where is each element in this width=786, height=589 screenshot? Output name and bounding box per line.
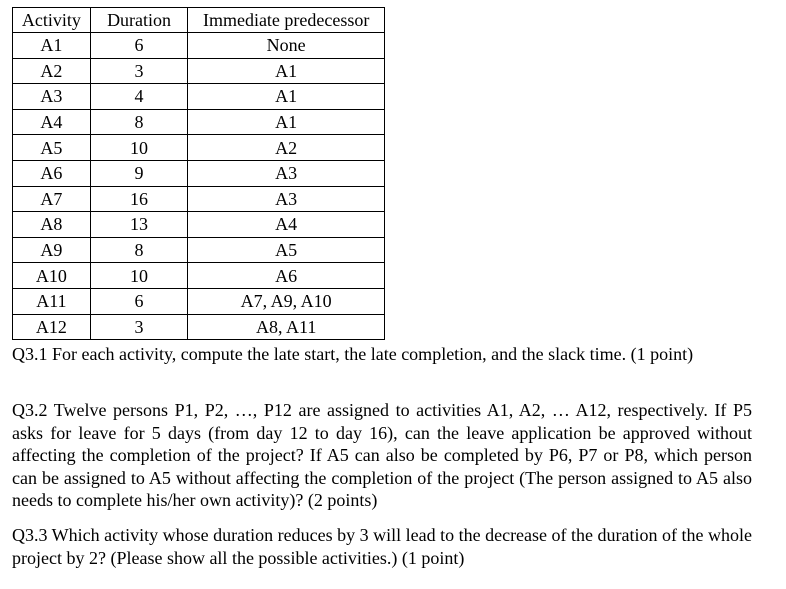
predecessor-cell: A2 bbox=[188, 135, 385, 161]
predecessor-cell: A4 bbox=[188, 212, 385, 238]
activity-cell: A8 bbox=[13, 212, 91, 238]
activity-cell: A9 bbox=[13, 237, 91, 263]
table-header-row bbox=[13, 8, 385, 33]
question-3-3: Q3.3 Which activity whose duration reduces by 3 will lead to the decrease of the duration of the whole project by 2? (Please show all the possible activities.) (1 point) bbox=[12, 525, 752, 568]
activity-cell: A7 bbox=[13, 186, 91, 212]
duration-cell: 8 bbox=[90, 237, 188, 263]
activity-cell: A11 bbox=[13, 288, 91, 314]
header-duration: Duration bbox=[90, 8, 188, 33]
duration-cell: 8 bbox=[90, 109, 188, 135]
activity-cell: A2 bbox=[13, 58, 91, 84]
table-body bbox=[13, 33, 385, 340]
duration-cell: 9 bbox=[90, 160, 188, 186]
activity-cell: A3 bbox=[13, 84, 91, 110]
question-3-1: Q3.1 For each activity, compute the late start, the late completion, and the slack time. (1 point) bbox=[12, 344, 694, 364]
predecessor-cell: A3 bbox=[188, 186, 385, 212]
predecessor-cell: A7, A9, A10 bbox=[188, 288, 385, 314]
duration-cell: 3 bbox=[90, 314, 188, 340]
activity-table bbox=[12, 7, 385, 340]
question-3-2: Q3.2 Twelve persons P1, P2, …, P12 are assigned to activities A1, A2, … A12, respectively. If P5 asks for leave for 5 days (from day 12 to day 16), can the leave application be approved without affecting the completion of the project? If A5 can also be completed by P6, P7 or P8, which person can be assigned to A5 without affecting the completion of the project (The person assigned to A5 also needs to complete his/her own activity)? (2 points) bbox=[12, 400, 752, 511]
table-row bbox=[13, 237, 385, 263]
predecessor-cell: A1 bbox=[188, 58, 385, 84]
table-row bbox=[13, 58, 385, 84]
table-row bbox=[13, 186, 385, 212]
duration-cell: 10 bbox=[90, 263, 188, 289]
predecessor-cell: None bbox=[188, 33, 385, 59]
activity-cell: A6 bbox=[13, 160, 91, 186]
table-row bbox=[13, 212, 385, 238]
predecessor-cell: A6 bbox=[188, 263, 385, 289]
duration-cell: 10 bbox=[90, 135, 188, 161]
activity-cell: A1 bbox=[13, 33, 91, 59]
table-row bbox=[13, 33, 385, 59]
table-row bbox=[13, 263, 385, 289]
activity-cell: A12 bbox=[13, 314, 91, 340]
header-activity: Activity bbox=[13, 8, 91, 33]
predecessor-cell: A1 bbox=[188, 84, 385, 110]
header-predecessor: Immediate predecessor bbox=[188, 8, 385, 33]
duration-cell: 6 bbox=[90, 33, 188, 59]
table-row bbox=[13, 84, 385, 110]
table-row bbox=[13, 135, 385, 161]
table-row bbox=[13, 314, 385, 340]
activity-cell: A5 bbox=[13, 135, 91, 161]
predecessor-cell: A8, A11 bbox=[188, 314, 385, 340]
predecessor-cell: A1 bbox=[188, 109, 385, 135]
duration-cell: 16 bbox=[90, 186, 188, 212]
table-row bbox=[13, 288, 385, 314]
activity-cell: A10 bbox=[13, 263, 91, 289]
duration-cell: 3 bbox=[90, 58, 188, 84]
activity-cell: A4 bbox=[13, 109, 91, 135]
predecessor-cell: A3 bbox=[188, 160, 385, 186]
duration-cell: 6 bbox=[90, 288, 188, 314]
duration-cell: 4 bbox=[90, 84, 188, 110]
table-row bbox=[13, 160, 385, 186]
predecessor-cell: A5 bbox=[188, 237, 385, 263]
duration-cell: 13 bbox=[90, 212, 188, 238]
table-row bbox=[13, 109, 385, 135]
